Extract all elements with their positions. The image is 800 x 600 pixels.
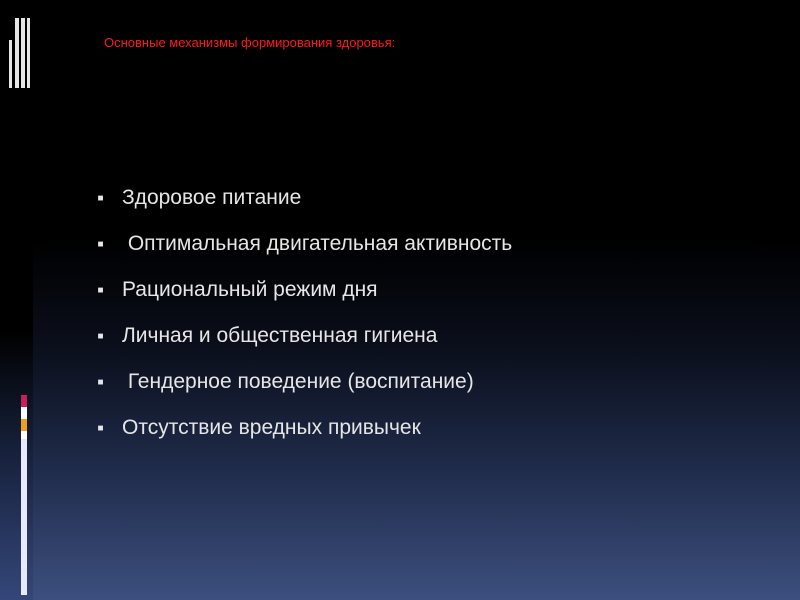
list-item bbox=[95, 359, 512, 405]
list-item bbox=[95, 221, 512, 267]
list-item-label: Здоровое питание bbox=[122, 186, 302, 209]
decorative-bar bbox=[27, 18, 30, 88]
square-bullet-icon: ■ bbox=[97, 192, 104, 204]
square-bullet-icon: ■ bbox=[97, 376, 104, 388]
bullet-list bbox=[95, 175, 512, 451]
list-item bbox=[95, 175, 512, 221]
square-bullet-icon: ■ bbox=[97, 422, 104, 434]
list-item bbox=[95, 267, 512, 313]
list-item bbox=[95, 405, 512, 451]
list-item-label: Отсутствие вредных привычек bbox=[122, 416, 421, 439]
accent-stripe bbox=[21, 395, 27, 595]
decorative-bar bbox=[9, 40, 12, 88]
list-item-label: Личная и общественная гигиена bbox=[122, 324, 438, 347]
slide-title: Основные механизмы формирования здоровья: bbox=[104, 35, 396, 50]
list-item-label: Гендерное поведение (воспитание) bbox=[122, 370, 474, 393]
decorative-bar bbox=[15, 18, 19, 88]
list-item-label: Рациональный режим дня bbox=[122, 278, 378, 301]
list-item-label: Оптимальная двигательная активность bbox=[122, 232, 513, 255]
list-item bbox=[95, 313, 512, 359]
left-decorative-strip bbox=[0, 0, 33, 600]
square-bullet-icon: ■ bbox=[97, 284, 104, 296]
square-bullet-icon: ■ bbox=[97, 330, 104, 342]
decorative-bar bbox=[21, 18, 25, 88]
square-bullet-icon: ■ bbox=[97, 238, 104, 250]
